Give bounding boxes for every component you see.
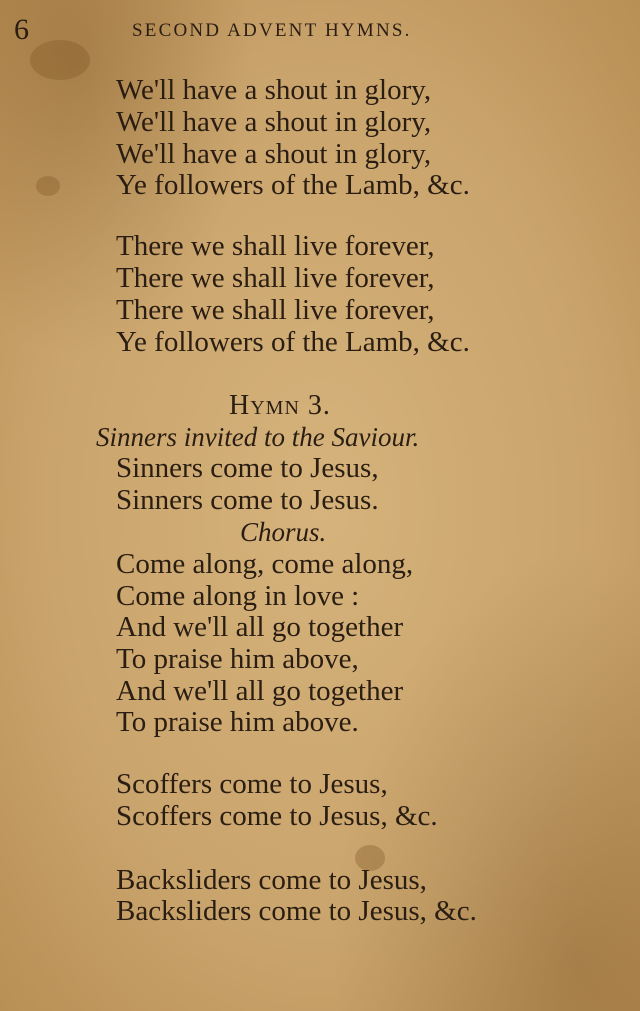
stanza2-line: There we shall live forever, (116, 262, 435, 294)
verse2-line: Scoffers come to Jesus, (116, 768, 388, 800)
verse2-line: Scoffers come to Jesus, &c. (116, 800, 438, 832)
running-head: SECOND ADVENT HYMNS. (132, 20, 412, 41)
page-number: 6 (14, 13, 29, 46)
stanza1-line: We'll have a shout in glory, (116, 74, 432, 106)
chorus-line: And we'll all go together (116, 611, 404, 643)
hymn-number: 3. (307, 390, 331, 421)
foxing-stain (30, 40, 90, 80)
chorus-line: Come along, come along, (116, 548, 414, 580)
hymn-subtitle: Sinners invited to the Saviour. (96, 422, 420, 452)
stanza2-line: There we shall live forever, (116, 294, 435, 326)
stanza1-line: Ye followers of the Lamb, &c. (116, 169, 470, 201)
chorus-label: Chorus. (240, 517, 327, 547)
verse1-line: Sinners come to Jesus. (116, 484, 379, 516)
chorus-line: And we'll all go together (116, 675, 404, 707)
page-header (0, 14, 640, 46)
foxing-stain (36, 176, 60, 196)
stanza2-line: There we shall live forever, (116, 230, 435, 262)
stanza1-line: We'll have a shout in glory, (116, 106, 432, 138)
stanza1-line: We'll have a shout in glory, (116, 138, 432, 170)
hymn-label: Hymn (229, 390, 300, 421)
verse3-line: Backsliders come to Jesus, (116, 864, 427, 896)
chorus-line: Come along in love : (116, 580, 360, 612)
stanza2-line: Ye followers of the Lamb, &c. (116, 326, 470, 358)
hymn-title (229, 390, 331, 422)
chorus-line: To praise him above, (116, 643, 359, 675)
verse1-line: Sinners come to Jesus, (116, 452, 379, 484)
chorus-line: To praise him above. (116, 706, 359, 738)
verse3-line: Backsliders come to Jesus, &c. (116, 895, 477, 927)
